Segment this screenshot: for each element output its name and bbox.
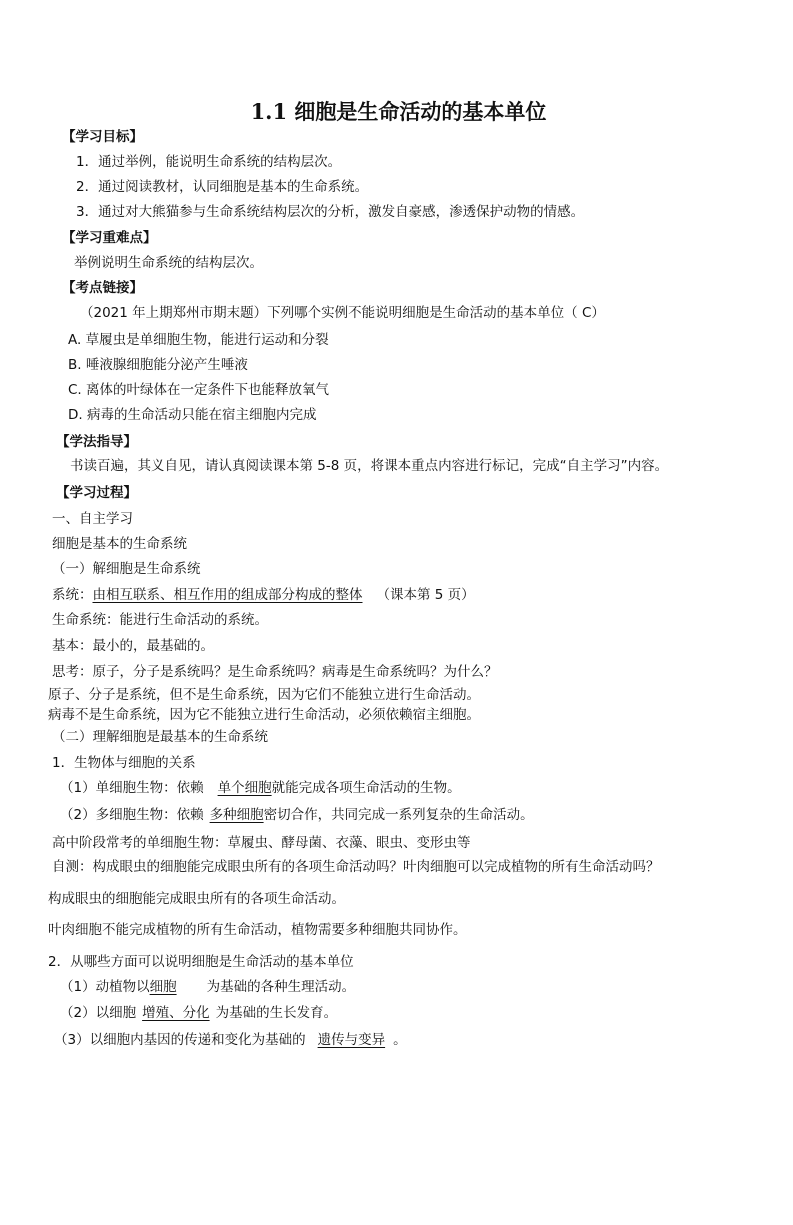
q2b-blank-text: 增殖、分化 (142, 1005, 210, 1021)
self-test: 自测：构成眼虫的细胞能完成眼虫所有的各项生命活动吗？叶肉细胞可以完成植物的所有生命活动吗？ (52, 859, 660, 875)
method-text: 书读百遍，其义自见，请认真阅读课本第 5-8 页，将课本重点内容进行标记，完成“自主学习”内容。 (70, 458, 669, 474)
goal-item-3: 3．通过对大熊猫参与生命系统结构层次的分析，激发自豪感，渗透保护动物的情感。 (76, 204, 585, 220)
q1a-blank (204, 780, 272, 796)
self-test-answer-1: 构成眼虫的细胞能完成眼虫所有的各项生命活动。 (48, 891, 345, 907)
think-question: 思考：原子，分子是系统吗？是生命系统吗？病毒是生命系统吗？为什么？ (52, 664, 498, 680)
q1a-suffix: 就能完成各项生命活动的生物。 (271, 780, 461, 796)
goal-item-2: 2．通过阅读教材，认同细胞是基本的生命系统。 (76, 179, 369, 195)
common-organisms: 高中阶段常考的单细胞生物：草履虫、酵母菌、衣藻、眼虫、变形虫等 (52, 835, 471, 851)
part1-title: （一）解细胞是生命系统 (52, 561, 201, 577)
q2c-suffix: 。 (393, 1032, 407, 1048)
key-text: 举例说明生命系统的结构层次。 (74, 255, 263, 271)
q2c-prefix: （3）以细胞内基因的传递和变化为基础的 (54, 1032, 306, 1048)
page-title: 1.1 细胞是生命活动的基本单位 (250, 99, 547, 124)
q2a-prefix: （1）动植物以 (60, 979, 150, 995)
system-prefix: 系统： (52, 587, 93, 603)
system-suffix: （课本第 5 页） (376, 587, 475, 603)
q2a-blank (150, 979, 207, 995)
part2-title: （二）理解细胞是最基本的生命系统 (52, 729, 268, 745)
topic-title: 细胞是基本的生命系统 (52, 536, 187, 552)
q2b-blank (136, 1005, 216, 1021)
life-system-definition: 生命系统：能进行生命活动的系统。 (52, 612, 268, 628)
q2b-prefix: （2）以细胞 (60, 1005, 137, 1021)
think-answer-2: 病毒不是生命系统，因为它不能独立进行生命活动，必须依赖宿主细胞。 (48, 707, 480, 723)
system-definition (52, 586, 475, 604)
q1b-suffix: 密切合作，共同完成一系列复杂的生命活动。 (263, 807, 534, 823)
key-heading: 【学习重难点】 (62, 230, 157, 246)
q1a-prefix: （1）单细胞生物：依赖 (60, 780, 204, 796)
method-heading: 【学法指导】 (56, 434, 137, 450)
q2c-blank-text: 遗传与变异 (317, 1032, 386, 1048)
question-2: 2．从哪些方面可以说明细胞是生命活动的基本单位 (48, 954, 354, 970)
q2b-suffix: 为基础的生长发育。 (215, 1005, 338, 1021)
exam-question: （2021 年上期郑州市期末题）下列哪个实例不能说明细胞是生命活动的基本单位（ C） (80, 305, 605, 321)
question-1b (60, 806, 534, 824)
exam-option-c: C. 离体的叶绿体在一定条件下也能释放氧气 (68, 382, 330, 398)
q1b-prefix: （2）多细胞生物：依赖 (60, 807, 204, 823)
exam-option-b: B. 唾液腺细胞能分泌产生唾液 (68, 357, 248, 373)
exam-heading: 【考点链接】 (62, 280, 143, 296)
q2a-blank-text: 细胞 (149, 979, 177, 995)
basic-definition: 基本：最小的，最基础的。 (52, 638, 214, 654)
section-title: 一、自主学习 (52, 511, 133, 527)
question-2b (60, 1004, 337, 1022)
q1a-blank-text: 单个细胞 (217, 780, 272, 796)
q1b-blank-text: 多种细胞 (209, 807, 264, 823)
think-answer-1: 原子、分子是系统，但不是生命系统，因为它们不能独立进行生命活动。 (48, 687, 480, 703)
goal-item-1: 1．通过举例，能说明生命系统的结构层次。 (76, 154, 342, 170)
goals-heading: 【学习目标】 (62, 129, 143, 145)
q1b-blank (204, 807, 264, 823)
process-heading: 【学习过程】 (56, 485, 137, 501)
question-1: 1．生物体与细胞的关系 (52, 755, 196, 771)
exam-option-d: D. 病毒的生命活动只能在宿主细胞内完成 (68, 407, 317, 423)
q2a-suffix: 为基础的各种生理活动。 (206, 979, 356, 995)
question-2a (60, 978, 355, 996)
q2c-blank (312, 1032, 394, 1048)
question-2c (54, 1031, 407, 1049)
exam-option-a: A. 草履虫是单细胞生物，能进行运动和分裂 (68, 332, 329, 348)
question-1a (60, 779, 461, 797)
self-test-answer-2: 叶肉细胞不能完成植物的所有生命活动，植物需要多种细胞共同协作。 (48, 922, 467, 938)
system-blank: 由相互联系、相互作用的组成部分构成的整体 (92, 587, 363, 603)
